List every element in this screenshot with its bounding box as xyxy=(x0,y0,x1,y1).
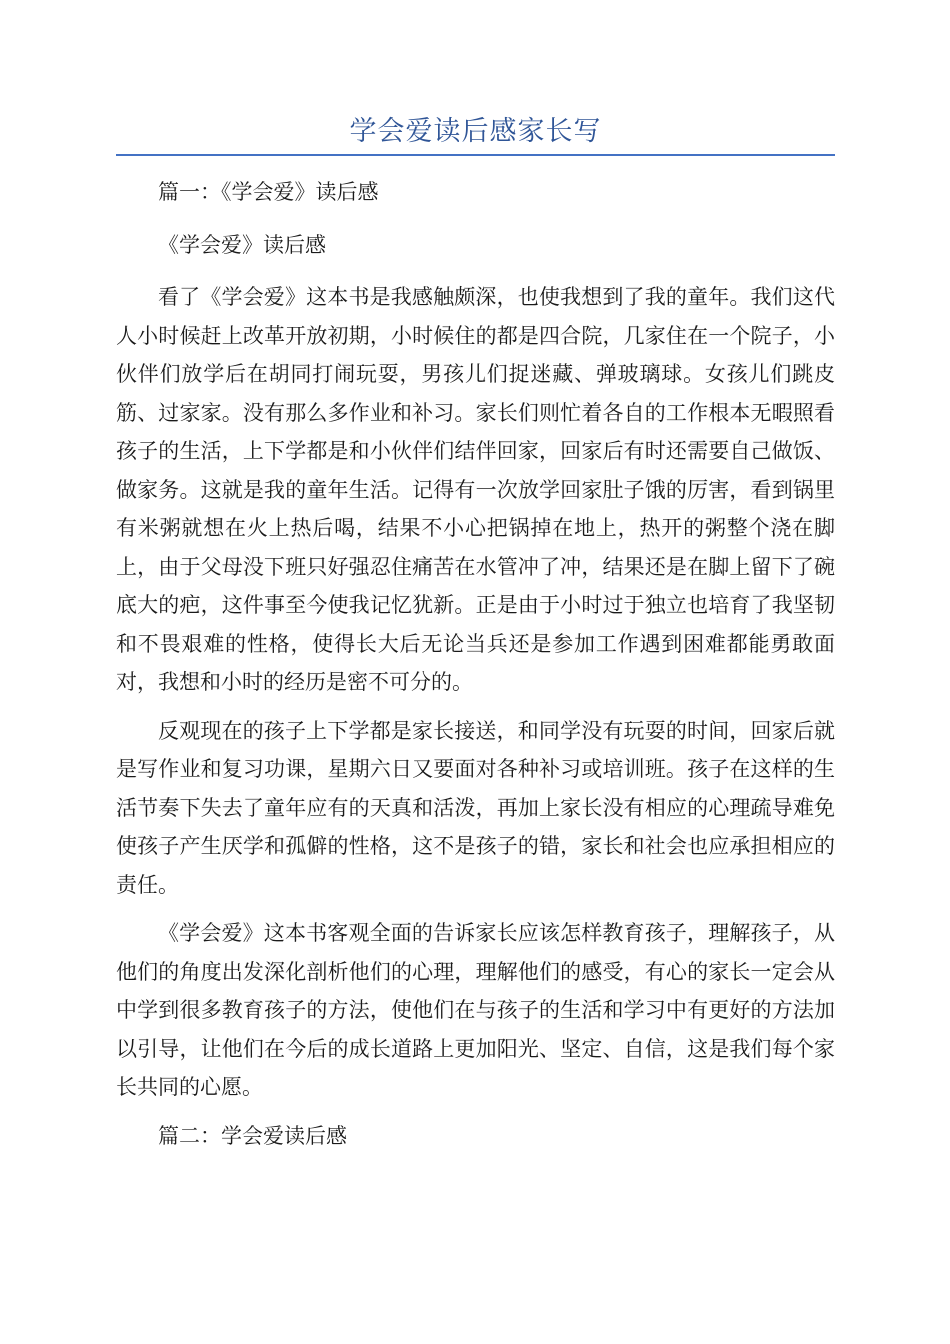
section-heading: 篇一：《学会爱》读后感 xyxy=(158,180,379,204)
body-paragraph: 看了《学会爱》这本书是我感触颇深，也使我想到了我的童年。我们这代人小时候赶上改革开放初期，小时候住的都是四合院，几家住在一个院子，小伙伴们放学后在胡同打闹玩耍，男孩儿们捉迷藏、弹玻璃球。女孩儿们跳皮筋、过家家。没有那么多作业和补习。家长们则忙着各自的工作根本无暇照看孩子的生活，上下学都是和小伙伴们结伴回家，回家后有时还需要自己做饭、做家务。这就是我的童年生活。记得有一次放学回家肚子饿的厉害，看到锅里有米粥就想在火上热后喝，结果不小心把锅掉在地上，热开的粥整个浇在脚上，由于父母没下班只好强忍住痛苦在水管冲了冲，结果还是在脚上留下了碗底大的疤，这件事至今使我记忆犹新。正是由于小时过于独立也培育了我坚韧和不畏艰难的性格，使得长大后无论当兵还是参加工作遇到困难都能勇敢面对，我想和小时的经历是密不可分的。 xyxy=(116,285,835,694)
essay-title: 《学会爱》读后感 xyxy=(158,232,326,257)
body-paragraph: 反观现在的孩子上下学都是家长接送，和同学没有玩耍的时间，回家后就是写作业和复习功课，星期六日又要面对各种补习或培训班。孩子在这样的生活节奏下失去了童年应有的天真和活泼，再加上家长没有相应的心理疏导难免使孩子产生厌学和孤僻的性格，这不是孩子的错，家长和社会也应承担相应的责任。 xyxy=(116,718,835,897)
document-body xyxy=(116,173,835,1169)
body-paragraph: 《学会爱》这本书客观全面的告诉家长应该怎样教育孩子，理解孩子，从他们的角度出发深化剖析他们的心理，理解他们的感受，有心的家长一定会从中学到很多教育孩子的方法，使他们在与孩子的生活和学习中有更好的方法加以引导，让他们在今后的成长道路上更加阳光、坚定、自信，这是我们每个家长共同的心愿。 xyxy=(116,921,835,1099)
page-title: 学会爱读后感家长写 xyxy=(349,116,602,147)
title-underline xyxy=(116,154,835,156)
section-heading: 篇二：学会爱读后感 xyxy=(158,1123,347,1148)
